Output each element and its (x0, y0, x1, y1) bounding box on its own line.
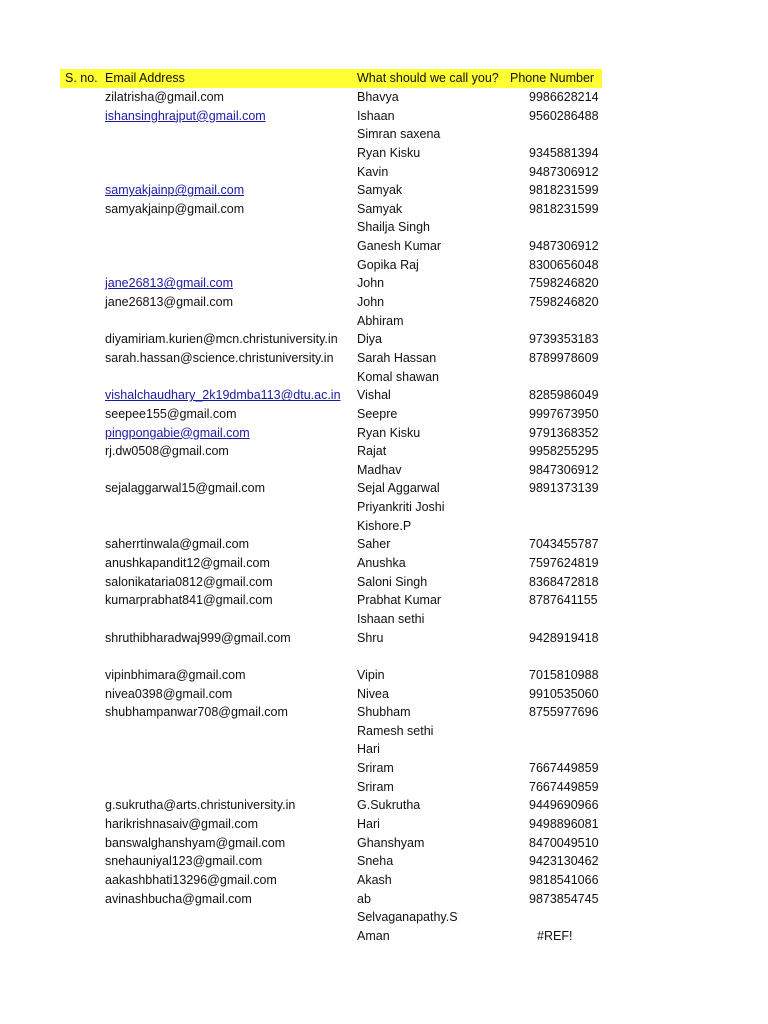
table-row[interactable] (60, 144, 602, 163)
email-cell: kumarprabhat841@gmail.com (105, 593, 273, 608)
phone-cell: 7667449859 (529, 779, 599, 794)
email-cell: aakashbhati13296@gmail.com (105, 872, 277, 887)
email-cell: seepee155@gmail.com (105, 406, 237, 421)
table-row[interactable] (60, 274, 602, 293)
email-cell: anushkapandit12@gmail.com (105, 556, 270, 571)
name-cell: Sarah Hassan (357, 350, 437, 365)
header-email[interactable]: Email Address (105, 71, 185, 85)
table-row[interactable] (60, 424, 602, 443)
email-cell: shubhampanwar708@gmail.com (105, 705, 288, 720)
email-cell: vipinbhimara@gmail.com (105, 667, 246, 682)
name-cell: Akash (357, 872, 392, 887)
table-row[interactable] (60, 796, 602, 815)
table-row[interactable] (60, 703, 602, 722)
table-row[interactable] (60, 740, 602, 759)
phone-cell: 9423130462 (529, 854, 599, 869)
email-cell: nivea0398@gmail.com (105, 686, 233, 701)
name-cell: Ishaan (357, 108, 395, 123)
email-link[interactable]: jane26813@gmail.com (105, 276, 234, 291)
phone-cell: 9847306912 (529, 462, 599, 477)
phone-cell: 7598246820 (529, 295, 599, 310)
table-row[interactable] (60, 256, 602, 275)
email-cell: salonikataria0812@gmail.com (105, 574, 273, 589)
email-link[interactable]: vishalchaudhary_2k19dmba113@dtu.ac.in (105, 388, 341, 403)
name-cell: Simran saxena (357, 127, 441, 142)
table-row[interactable] (60, 237, 602, 256)
name-cell: Ryan Kisku (357, 145, 421, 160)
table-row[interactable] (60, 218, 602, 237)
phone-cell: 8470049510 (529, 835, 599, 850)
phone-cell: 8300656048 (529, 257, 599, 272)
name-cell: Shailja Singh (357, 220, 430, 235)
phone-cell: #REF! (537, 928, 573, 943)
table-row[interactable] (60, 647, 602, 666)
phone-cell: 9818231599 (529, 201, 599, 216)
phone-cell: 8755977696 (529, 705, 599, 720)
name-cell: Ryan Kisku (357, 425, 421, 440)
name-cell: Rajat (357, 444, 387, 459)
name-cell: Nivea (357, 686, 389, 701)
table-row[interactable] (60, 293, 602, 312)
table-row[interactable] (60, 181, 602, 200)
table-row[interactable] (60, 535, 602, 554)
phone-cell: 7597624819 (529, 556, 599, 571)
phone-cell: 9498896081 (529, 816, 599, 831)
table-row[interactable] (60, 722, 602, 741)
name-cell: Abhiram (357, 313, 404, 328)
table-row[interactable] (60, 330, 602, 349)
phone-cell: 9818231599 (529, 183, 599, 198)
name-cell: Shru (357, 630, 384, 645)
phone-cell: 9428919418 (529, 630, 599, 645)
table-row[interactable] (60, 834, 602, 853)
phone-cell: 9873854745 (529, 891, 599, 906)
name-cell: Gopika Raj (357, 257, 419, 272)
phone-cell: 9910535060 (529, 686, 599, 701)
table-row[interactable] (60, 349, 602, 368)
phone-cell: 7667449859 (529, 761, 599, 776)
phone-cell: 8368472818 (529, 574, 599, 589)
table-row[interactable] (60, 368, 602, 387)
name-cell: Shubham (357, 705, 411, 720)
spreadsheet (60, 69, 602, 945)
name-cell: Prabhat Kumar (357, 593, 442, 608)
name-cell: Anushka (357, 556, 406, 571)
table-row[interactable] (60, 163, 602, 182)
email-cell: shruthibharadwaj999@gmail.com (105, 630, 291, 645)
phone-cell: 9345881394 (529, 145, 599, 160)
name-cell: Samyak (357, 201, 403, 216)
email-cell: sejalaggarwal15@gmail.com (105, 481, 265, 496)
table-row[interactable] (60, 461, 602, 480)
phone-cell: 9487306912 (529, 239, 599, 254)
name-cell: Ghanshyam (357, 835, 425, 850)
data-rows (60, 88, 602, 945)
name-cell: Seepre (357, 406, 398, 421)
phone-cell: 9997673950 (529, 406, 599, 421)
table-row[interactable] (60, 778, 602, 797)
phone-cell: 7598246820 (529, 276, 599, 291)
table-row[interactable] (60, 107, 602, 126)
header-name[interactable]: What should we call you? (357, 71, 499, 85)
name-cell: Priyankriti Joshi (357, 500, 445, 515)
table-row[interactable] (60, 312, 602, 331)
name-cell: Aman (357, 928, 390, 943)
table-row[interactable] (60, 554, 602, 573)
name-cell: Komal shawan (357, 369, 439, 384)
phone-cell: 7043455787 (529, 537, 599, 552)
name-cell: Selvaganapathy.S (357, 910, 458, 925)
name-cell: Ishaan sethi (357, 611, 425, 626)
email-link[interactable]: ishansinghrajput@gmail.com (105, 108, 266, 123)
email-cell: sarah.hassan@science.christuniversity.in (105, 350, 334, 365)
name-cell: Hari (357, 742, 380, 757)
name-cell: ab (357, 891, 371, 906)
email-cell: zilatrisha@gmail.com (105, 90, 224, 104)
email-cell: diyamiriam.kurien@mcn.christuniversity.in (105, 332, 338, 347)
phone-cell: 9791368352 (529, 425, 599, 440)
name-cell: Ramesh sethi (357, 723, 434, 738)
table-row[interactable] (60, 442, 602, 461)
email-cell: g.sukrutha@arts.christuniversity.in (105, 798, 296, 813)
table-row[interactable] (60, 871, 602, 890)
email-cell: snehauniyal123@gmail.com (105, 854, 263, 869)
table-row[interactable] (60, 498, 602, 517)
phone-cell: 9560286488 (529, 108, 599, 123)
email-cell: banswalghanshyam@gmail.com (105, 835, 286, 850)
table-row[interactable] (60, 666, 602, 685)
table-row[interactable] (60, 759, 602, 778)
table-row[interactable] (60, 386, 602, 405)
phone-cell: 8285986049 (529, 388, 599, 403)
phone-cell: 7015810988 (529, 667, 599, 682)
table-row[interactable] (60, 927, 602, 946)
table-row[interactable] (60, 685, 602, 704)
name-cell: Ganesh Kumar (357, 239, 442, 254)
email-cell: jane26813@gmail.com (105, 295, 234, 310)
table-row[interactable] (60, 125, 602, 144)
table-row[interactable] (60, 591, 602, 610)
name-cell: G.Sukrutha (357, 798, 421, 813)
name-cell: John (357, 295, 385, 310)
phone-cell: 8789978609 (529, 350, 599, 365)
name-cell: John (357, 276, 385, 291)
phone-cell: 8787641155 (529, 593, 598, 608)
table-row[interactable] (60, 629, 602, 648)
phone-cell: 9891373139 (529, 481, 599, 496)
phone-cell: 9739353183 (529, 332, 599, 347)
name-cell: Madhav (357, 462, 402, 477)
table-row[interactable] (60, 852, 602, 871)
table-row[interactable] (60, 479, 602, 498)
table-row[interactable] (60, 200, 602, 219)
email-link[interactable]: samyakjainp@gmail.com (105, 183, 245, 198)
name-cell: Diya (357, 332, 383, 347)
name-cell: Sejal Aggarwal (357, 481, 440, 496)
phone-cell: 9818541066 (529, 872, 599, 887)
table-row[interactable] (60, 405, 602, 424)
header-row (60, 69, 602, 88)
table-row[interactable] (60, 88, 602, 107)
name-cell: Vipin (357, 667, 385, 682)
name-cell: Saher (357, 537, 391, 552)
name-cell: Hari (357, 816, 380, 831)
table-row[interactable] (60, 815, 602, 834)
email-cell: avinashbucha@gmail.com (105, 891, 252, 906)
table-row[interactable] (60, 610, 602, 629)
name-cell: Sneha (357, 854, 394, 869)
name-cell: Bhavya (357, 90, 399, 104)
phone-cell: 9487306912 (529, 164, 599, 179)
table-row[interactable] (60, 908, 602, 927)
header-phone[interactable]: Phone Number (510, 71, 595, 85)
name-cell: Kishore.P (357, 518, 412, 533)
header-sno[interactable]: S. no. (65, 71, 98, 85)
name-cell: Sriram (357, 761, 394, 776)
email-cell: samyakjainp@gmail.com (105, 201, 245, 216)
table-row[interactable] (60, 517, 602, 536)
name-cell: Kavin (357, 164, 389, 179)
email-link[interactable]: pingpongabie@gmail.com (105, 425, 250, 440)
table-row[interactable] (60, 890, 602, 909)
phone-cell: 9958255295 (529, 444, 599, 459)
name-cell: Samyak (357, 183, 403, 198)
email-cell: harikrishnasaiv@gmail.com (105, 816, 259, 831)
phone-cell: 9986628214 (529, 90, 599, 104)
email-cell: saherrtinwala@gmail.com (105, 537, 249, 552)
email-cell: rj.dw0508@gmail.com (105, 444, 229, 459)
name-cell: Saloni Singh (357, 574, 428, 589)
phone-cell: 9449690966 (529, 798, 599, 813)
name-cell: Sriram (357, 779, 394, 794)
table-row[interactable] (60, 573, 602, 592)
name-cell: Vishal (357, 388, 391, 403)
